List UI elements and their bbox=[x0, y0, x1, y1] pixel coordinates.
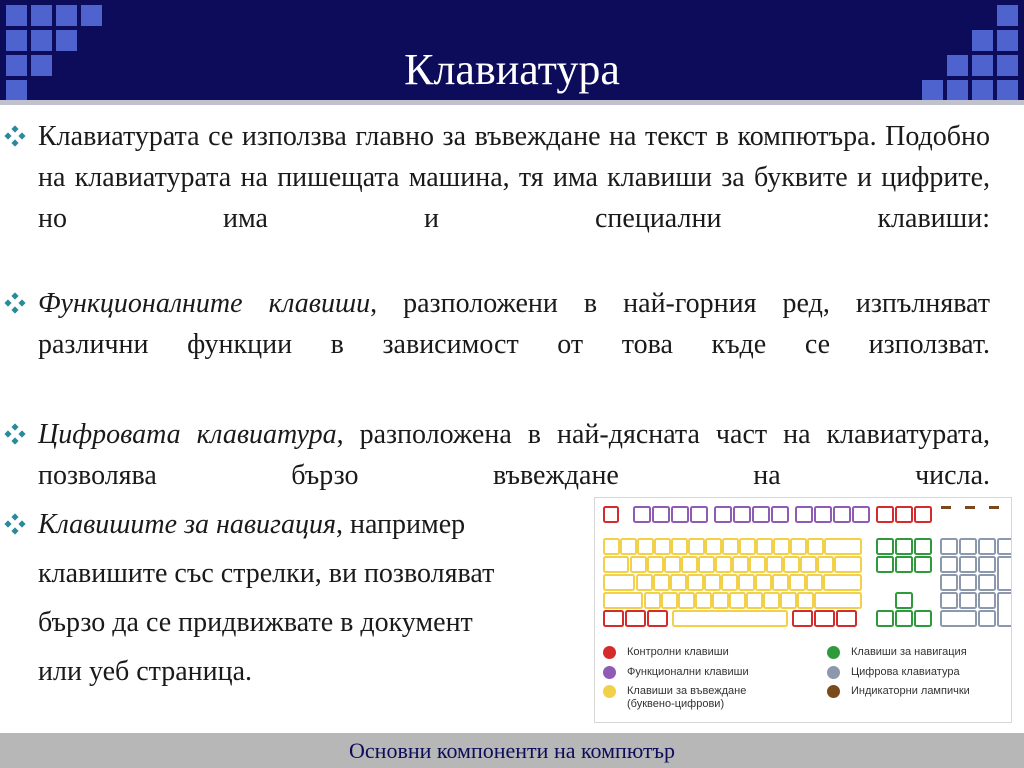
navigation-key bbox=[915, 539, 931, 554]
arrow-key bbox=[877, 611, 893, 626]
legend-label: Цифрова клавиатура bbox=[851, 666, 960, 678]
typing-key bbox=[790, 575, 805, 590]
control-key bbox=[896, 507, 912, 522]
bullet-function-keys bbox=[38, 283, 990, 406]
typing-key bbox=[662, 593, 677, 608]
bullet-diamond bbox=[18, 430, 25, 437]
four-diamond-bullet-icon bbox=[4, 125, 26, 147]
function-key bbox=[691, 507, 707, 522]
indicator-lamp bbox=[941, 506, 951, 509]
legend-color-dot bbox=[827, 666, 840, 679]
decorative-square bbox=[56, 5, 77, 26]
decorative-square bbox=[972, 55, 993, 76]
numpad-key bbox=[960, 539, 976, 554]
function-key bbox=[734, 507, 750, 522]
decorative-square bbox=[56, 30, 77, 51]
typing-key bbox=[689, 539, 704, 554]
bullet-italic-term: Функционалните клавиши bbox=[38, 288, 371, 319]
four-diamond-bullet-icon bbox=[4, 423, 26, 445]
numpad-key bbox=[979, 539, 995, 554]
typing-key bbox=[654, 575, 669, 590]
bullet-diamond bbox=[4, 520, 11, 527]
numpad-enter-key bbox=[998, 593, 1011, 626]
function-key bbox=[715, 507, 731, 522]
tab-key bbox=[604, 557, 628, 572]
typing-key bbox=[648, 557, 663, 572]
bullet-navigation-keys bbox=[38, 504, 578, 545]
legend-color-dot bbox=[827, 685, 840, 698]
bullet-diamond bbox=[4, 299, 11, 306]
control-key bbox=[877, 507, 893, 522]
typing-key bbox=[835, 557, 861, 572]
typing-key bbox=[798, 593, 813, 608]
legend-color-dot bbox=[603, 646, 616, 659]
bullet-diamond bbox=[11, 125, 18, 132]
typing-key bbox=[713, 593, 728, 608]
typing-key bbox=[682, 557, 697, 572]
typing-key bbox=[818, 557, 833, 572]
typing-key bbox=[808, 539, 823, 554]
typing-key bbox=[730, 593, 745, 608]
typing-key bbox=[807, 575, 822, 590]
four-diamond-bullet-icon bbox=[4, 513, 26, 535]
bullet-italic-term: Цифровата клавиатура bbox=[38, 419, 337, 450]
bullet-diamond bbox=[4, 132, 11, 139]
typing-key bbox=[750, 557, 765, 572]
decorative-square bbox=[922, 80, 943, 100]
navigation-key bbox=[896, 539, 912, 554]
bullet-italic-term: Клавишите за навигация bbox=[38, 509, 336, 540]
typing-key bbox=[740, 539, 755, 554]
numpad-key bbox=[941, 539, 957, 554]
bullet-continuation-line: или уеб страница. bbox=[38, 656, 253, 687]
bullet-keyboard-intro bbox=[38, 116, 990, 280]
typing-key bbox=[671, 575, 686, 590]
typing-key bbox=[655, 539, 670, 554]
numpad-key bbox=[960, 557, 976, 572]
numpad-key bbox=[979, 611, 995, 626]
typing-key bbox=[679, 593, 694, 608]
shift-key bbox=[604, 593, 642, 608]
bullet-diamond bbox=[11, 527, 18, 534]
esc-key bbox=[604, 507, 618, 522]
typing-key bbox=[733, 557, 748, 572]
control-key bbox=[648, 611, 667, 626]
slide-title: Клавиатура bbox=[404, 45, 620, 94]
numpad-key bbox=[960, 575, 976, 590]
arrow-key bbox=[915, 611, 931, 626]
decorative-square bbox=[6, 30, 27, 51]
typing-key bbox=[739, 575, 754, 590]
typing-key bbox=[767, 557, 782, 572]
bullet-diamond bbox=[11, 437, 18, 444]
bullet-text: , разположени в най-горния ред, изпълняват различни функции в зависимост от това къде се използват. bbox=[38, 288, 990, 360]
indicator-lamp bbox=[989, 506, 999, 509]
typing-key bbox=[791, 539, 806, 554]
numpad-key bbox=[979, 593, 995, 608]
enter-key bbox=[824, 575, 861, 590]
navigation-key bbox=[877, 557, 893, 572]
legend-label: Индикаторни лампички bbox=[851, 685, 970, 697]
decorative-square bbox=[81, 5, 102, 26]
navigation-key bbox=[915, 557, 931, 572]
decorative-square bbox=[972, 30, 993, 51]
decorative-square bbox=[31, 30, 52, 51]
typing-key bbox=[781, 593, 796, 608]
legend-label: Клавиши за навигация bbox=[851, 646, 967, 658]
function-key bbox=[853, 507, 869, 522]
decorative-square bbox=[997, 55, 1018, 76]
typing-key bbox=[747, 593, 762, 608]
numpad-key bbox=[979, 557, 995, 572]
header-divider bbox=[0, 100, 1024, 105]
typing-key bbox=[716, 557, 731, 572]
bullet-diamond bbox=[11, 306, 18, 313]
function-key bbox=[815, 507, 831, 522]
keyboard-diagram bbox=[594, 497, 1012, 723]
typing-key bbox=[631, 557, 646, 572]
control-key bbox=[815, 611, 834, 626]
typing-key bbox=[764, 593, 779, 608]
bullet-continuation-line: клавишите със стрелки, ви позволяват bbox=[38, 558, 495, 589]
backspace-key bbox=[825, 539, 861, 554]
typing-key bbox=[638, 539, 653, 554]
typing-key bbox=[784, 557, 799, 572]
bullet-diamond bbox=[11, 513, 18, 520]
bullet-text: , разположена в най-дясната част на клавиатурата, позволява бързо въвеждане на числа. bbox=[38, 419, 990, 491]
arrow-up-key bbox=[896, 593, 912, 608]
decorative-square bbox=[31, 55, 52, 76]
bullet-diamond bbox=[18, 132, 25, 139]
function-key bbox=[672, 507, 688, 522]
legend-color-dot bbox=[603, 666, 616, 679]
bullet-diamond bbox=[18, 520, 25, 527]
legend-label: Функционални клавиши bbox=[627, 666, 749, 678]
numpad-key bbox=[979, 575, 995, 590]
typing-key bbox=[757, 539, 772, 554]
numpad-key bbox=[941, 575, 957, 590]
decorative-square bbox=[947, 80, 968, 100]
typing-key bbox=[705, 575, 720, 590]
numpad-key bbox=[941, 557, 957, 572]
indicator-lamp bbox=[965, 506, 975, 509]
navigation-key bbox=[896, 557, 912, 572]
bullet-diamond bbox=[11, 139, 18, 146]
typing-key bbox=[696, 593, 711, 608]
decorative-square bbox=[972, 80, 993, 100]
function-key bbox=[753, 507, 769, 522]
control-key bbox=[793, 611, 812, 626]
control-key bbox=[604, 611, 623, 626]
keyboard-illustration bbox=[595, 498, 1011, 637]
function-key bbox=[772, 507, 788, 522]
numpad-key bbox=[960, 593, 976, 608]
slide-footer bbox=[0, 733, 1024, 768]
legend-label: Контролни клавиши bbox=[627, 646, 729, 658]
decorative-square bbox=[997, 80, 1018, 100]
typing-key bbox=[699, 557, 714, 572]
decorative-square bbox=[997, 30, 1018, 51]
typing-key bbox=[645, 593, 660, 608]
arrow-key bbox=[896, 611, 912, 626]
legend-color-dot bbox=[827, 646, 840, 659]
bullet-diamond bbox=[4, 430, 11, 437]
typing-key bbox=[665, 557, 680, 572]
numpad-zero-key bbox=[941, 611, 976, 626]
control-key bbox=[915, 507, 931, 522]
decorative-square bbox=[31, 5, 52, 26]
footer-text: Основни компоненти на компютър bbox=[349, 738, 675, 763]
bullet-diamond bbox=[11, 292, 18, 299]
bullet-text: , например bbox=[336, 509, 466, 540]
four-diamond-bullet-icon bbox=[4, 292, 26, 314]
legend-label: Клавиши за въвеждане (буквено-цифрови) bbox=[627, 685, 747, 710]
bullet-diamond bbox=[11, 423, 18, 430]
typing-key bbox=[722, 575, 737, 590]
numpad-plus-key bbox=[998, 557, 1011, 590]
decorative-square bbox=[6, 55, 27, 76]
control-key bbox=[626, 611, 645, 626]
decorative-square bbox=[6, 80, 27, 100]
caps-key bbox=[604, 575, 634, 590]
keyboard-legend bbox=[595, 638, 1011, 720]
typing-key bbox=[773, 575, 788, 590]
slide-header bbox=[0, 0, 1024, 100]
function-key bbox=[796, 507, 812, 522]
typing-key bbox=[774, 539, 789, 554]
decorative-square bbox=[947, 55, 968, 76]
legend-color-dot bbox=[603, 685, 616, 698]
typing-key bbox=[688, 575, 703, 590]
typing-key bbox=[756, 575, 771, 590]
bullet-text: Клавиатурата се използва главно за въвеждане на текст в компютъра. Подобно на клавиатурата на пишещата машина, тя има клавиши за буквите и цифрите, но има и специални клавиши: bbox=[38, 121, 990, 234]
bullet-diamond bbox=[18, 299, 25, 306]
decorative-square bbox=[6, 5, 27, 26]
typing-key bbox=[723, 539, 738, 554]
decorative-square bbox=[997, 5, 1018, 26]
typing-key bbox=[801, 557, 816, 572]
function-key bbox=[634, 507, 650, 522]
typing-key bbox=[621, 539, 636, 554]
typing-key bbox=[672, 539, 687, 554]
typing-key bbox=[637, 575, 652, 590]
control-key bbox=[837, 611, 856, 626]
function-key bbox=[834, 507, 850, 522]
function-key bbox=[653, 507, 669, 522]
numpad-key bbox=[998, 539, 1011, 554]
typing-key bbox=[706, 539, 721, 554]
space-key bbox=[673, 611, 787, 626]
bullet-continuation-line: бързо да се придвижвате в документ bbox=[38, 607, 473, 638]
numpad-key bbox=[941, 593, 957, 608]
typing-key bbox=[604, 539, 619, 554]
shift-key bbox=[815, 593, 861, 608]
navigation-key bbox=[877, 539, 893, 554]
